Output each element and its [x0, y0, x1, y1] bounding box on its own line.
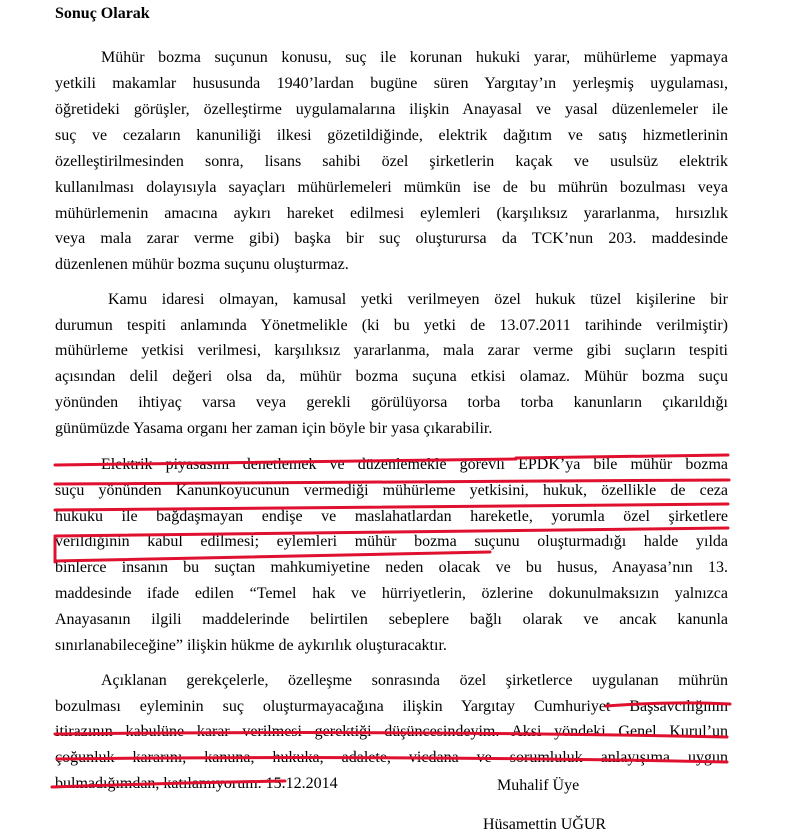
paragraph-line: itirazının kabulüne karar verilmesi gerektiği düşüncesindeyim. Aksi yöndeki Genel Kurul’un: [55, 723, 728, 740]
paragraph-line: mühürleme yetkisi verilmesi, karşılıksız yararlanma, mala zarar verme gibi suçların tespiti: [55, 342, 728, 359]
paragraph-line: yönünden ihtiyaç varsa veya gerekli görülüyorsa torba torba kanunların çıkarıldığı: [55, 394, 728, 411]
paragraph-line: veya mala zarar verme gibi) başka bir suç oluşturursa da TCK’nun 203. maddesinde: [55, 230, 728, 247]
signature-name: Hüsamettin UĞUR: [483, 816, 607, 833]
paragraph-line: sınırlanabileceğine” ilişkin hükme de aykırılık oluşturacaktır.: [55, 637, 447, 654]
paragraph-line: Kamu idaresi olmayan, kamusal yetki verilmeyen özel hukuk tüzel kişilerine bir: [108, 291, 728, 308]
paragraph-line: bulmadığımdan, katılamıyorum. 15.12.2014: [55, 775, 338, 792]
paragraph-line: mühürlemenin amacına aykırı hareket edilmesi eylemleri (karşılıksız yararlanma, hırsızlık: [55, 205, 728, 222]
paragraph-line: Elektrik piyasasını denetlemek ve düzenlemekle görevli EPDK’ya bile mühür bozma: [101, 456, 728, 473]
paragraph-line: suç ve cezaların kanuniliği ilkesi gözetildiğinde, elektrik dağıtım ve satış hizmetlerinin: [55, 127, 728, 144]
paragraph-line: düzenlenen mühür bozma suçunu oluşturmaz.: [55, 256, 349, 273]
paragraph-line: yetkili makamlar hususunda 1940’lardan bugüne süren Yargıtay’ın yerleşmiş uygulaması,: [55, 75, 728, 92]
paragraph-line: Anayasanın ilgili maddelerinde belirtilen sebeplere bağlı olarak ve ancak kanunla: [55, 611, 728, 628]
paragraph-line: Mühür bozma suçunun konusu, suç ile korunan hukuki yarar, mühürleme yapmaya: [101, 49, 728, 66]
paragraph-line: açısından delil değeri olsa da, mühür bozma suçuna etkisi olamaz. Mühür bozma suçu: [55, 368, 728, 385]
paragraph-line: Açıklanan gerekçelerle, özelleşme sonrasında özel şirketlerce uygulanan mührün: [101, 672, 728, 689]
paragraph-line: günümüzde Yasama organı her zaman için böyle bir yasa çıkarabilir.: [55, 420, 493, 437]
signature-role: Muhalif Üye: [497, 777, 580, 794]
paragraph-line: çoğunluk kararını, kanuna, hukuka, adalete, vicdana ve sorumluluk anlayışıma uygun: [55, 749, 728, 766]
heading: Sonuç Olarak: [55, 5, 150, 22]
paragraph-line: binlerce insanın bu suçtan mahkumiyetine neden olacak ve bu husus, Anayasa’nın 13.: [55, 559, 728, 576]
paragraph-line: bozulması eyleminin suç oluşturmayacağına ilişkin Yargıtay Cumhuriyet Başsavcılığının: [55, 698, 728, 715]
paragraph-line: öğretideki görüşler, özelleştirme uygulamalarına ilişkin Anayasal ve yasal düzenlemeler ile: [55, 101, 728, 118]
paragraph-line: durumun tespiti anlamında Yönetmelikle (ki bu yetki de 13.07.2011 tarihinde verilmiştir): [55, 317, 728, 334]
paragraph-line: suçu yönünden Kanunkoyucunun vermediği mühürleme yetkisini, hukuk, özellikle de ceza: [55, 482, 728, 499]
paragraph-line: kullanılması dolayısıyla sayaçları mühürlemeleri mümkün ise de bu mührün bozulması veya: [55, 179, 728, 196]
paragraph-line: hukuku ile bağdaşmayan endişe ve maslahatlardan hareketle, yorumla özel şirketlere: [55, 508, 728, 525]
paragraph-line: özelleştirilmesinden sonra, lisans sahibi özel şirketlerin kaçak ve usulsüz elektrik: [55, 153, 728, 170]
paragraph-line: verildiğinin kabul edilmesi; eylemleri mühür bozma suçunu oluşturmadığı halde yılda: [55, 533, 728, 550]
paragraph-line: maddesinde ifade edilen “Temel hak ve hürriyetlerin, özlerine dokunulmaksızın yalnızca: [55, 585, 728, 602]
